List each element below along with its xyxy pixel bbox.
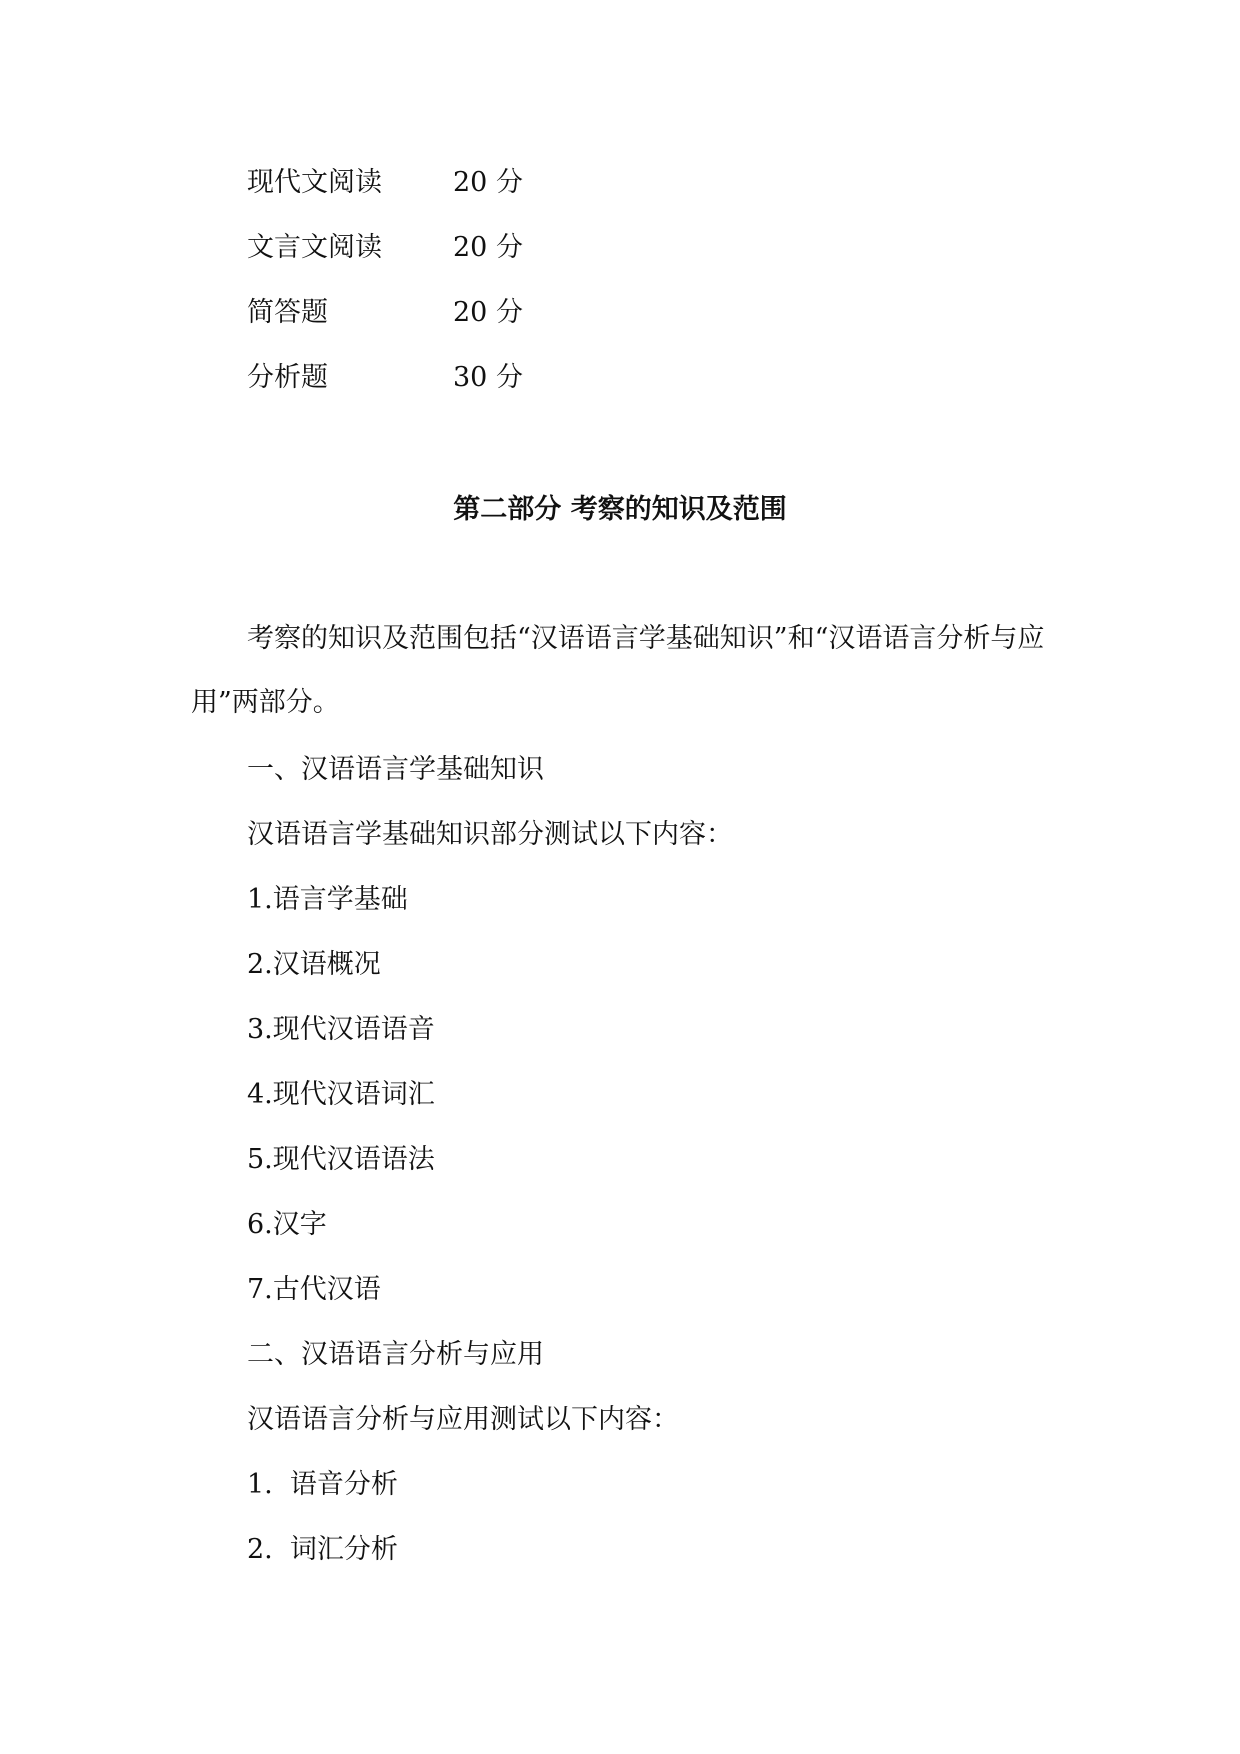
score-item-label: 现代文阅读 bbox=[247, 167, 382, 198]
list-item: 3.现代汉语语音 bbox=[247, 1014, 435, 1045]
section-title: 第二部分 考察的知识及范围 bbox=[453, 494, 787, 525]
list-item: 4.现代汉语词汇 bbox=[247, 1079, 435, 1110]
list-item: 2. 词汇分析 bbox=[247, 1534, 398, 1565]
part-one-lead: 汉语语言学基础知识部分测试以下内容： bbox=[247, 819, 733, 850]
list-item: 7.古代汉语 bbox=[247, 1274, 381, 1305]
part-two-lead: 汉语语言分析与应用测试以下内容： bbox=[247, 1404, 679, 1435]
score-value: 20 分 bbox=[453, 232, 523, 263]
list-item: 1. 语音分析 bbox=[247, 1469, 398, 1500]
score-value: 30 分 bbox=[453, 362, 523, 393]
list-item: 1.语言学基础 bbox=[247, 884, 408, 915]
score-item-label: 分析题 bbox=[247, 362, 328, 393]
list-item: 6.汉字 bbox=[247, 1209, 327, 1240]
score-value: 20 分 bbox=[453, 297, 523, 328]
list-item: 2.汉语概况 bbox=[247, 949, 381, 980]
score-item-label: 文言文阅读 bbox=[247, 232, 382, 263]
part-two-heading: 二、汉语语言分析与应用 bbox=[247, 1339, 544, 1370]
list-item: 5.现代汉语语法 bbox=[247, 1144, 435, 1175]
intro-paragraph: 考察的知识及范围包括“汉语语言学基础知识”和“汉语语言分析与应用”两部分。 bbox=[191, 623, 1045, 718]
part-one-heading: 一、汉语语言学基础知识 bbox=[247, 754, 544, 785]
score-value: 20 分 bbox=[453, 167, 523, 198]
score-item-label: 简答题 bbox=[247, 297, 328, 328]
